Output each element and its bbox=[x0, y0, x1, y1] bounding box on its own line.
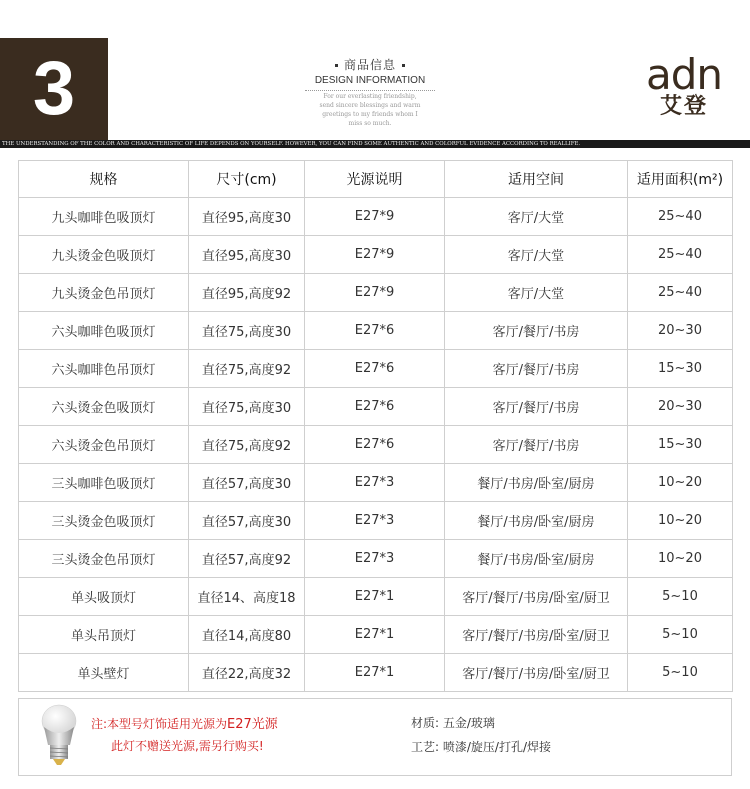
table-cell: 10~20 bbox=[628, 540, 733, 578]
table-cell: 直径14,高度80 bbox=[189, 616, 305, 654]
table-cell: 直径95,高度92 bbox=[189, 274, 305, 312]
column-header: 适用空间 bbox=[445, 161, 628, 198]
table-cell: E27*6 bbox=[305, 388, 445, 426]
table-row bbox=[19, 616, 733, 654]
table-cell: 餐厅/书房/卧室/厨房 bbox=[445, 540, 628, 578]
table-cell: 单头吸顶灯 bbox=[19, 578, 189, 616]
dotted-divider bbox=[305, 90, 435, 91]
table-cell: 客厅/餐厅/书房 bbox=[445, 388, 628, 426]
table-cell: E27*3 bbox=[305, 502, 445, 540]
table-row bbox=[19, 388, 733, 426]
table-cell: 客厅/大堂 bbox=[445, 198, 628, 236]
note-prefix: 注:本型号灯饰适用光源为 bbox=[91, 717, 228, 731]
table-cell: 5~10 bbox=[628, 616, 733, 654]
table-row bbox=[19, 198, 733, 236]
light-source-note bbox=[91, 713, 278, 732]
table-cell: 九头烫金色吊顶灯 bbox=[19, 274, 189, 312]
material-specs bbox=[411, 711, 551, 759]
table-row bbox=[19, 654, 733, 692]
table-cell: 直径14、高度18 bbox=[189, 578, 305, 616]
table-cell: 单头吊顶灯 bbox=[19, 616, 189, 654]
info-title-cn bbox=[300, 56, 440, 73]
table-cell: 10~20 bbox=[628, 464, 733, 502]
column-header: 适用面积(m²) bbox=[628, 161, 733, 198]
light-bulb-icon bbox=[39, 703, 79, 773]
poem-line: send sincere blessings and warm bbox=[319, 102, 421, 109]
table-cell: E27*9 bbox=[305, 198, 445, 236]
table-cell: 直径95,高度30 bbox=[189, 236, 305, 274]
table-cell: 餐厅/书房/卧室/厨房 bbox=[445, 502, 628, 540]
no-bulb-note: 此灯不赠送光源,需另行购买! bbox=[111, 739, 264, 753]
table-cell: 15~30 bbox=[628, 426, 733, 464]
table-row bbox=[19, 350, 733, 388]
logo-en: adn bbox=[645, 50, 723, 99]
table-cell: 六头咖啡色吸顶灯 bbox=[19, 312, 189, 350]
table-cell: 直径75,高度30 bbox=[189, 312, 305, 350]
table-cell: E27*3 bbox=[305, 464, 445, 502]
table-cell: 六头咖啡色吊顶灯 bbox=[19, 350, 189, 388]
table-cell: 直径57,高度30 bbox=[189, 464, 305, 502]
table-cell: 直径57,高度30 bbox=[189, 502, 305, 540]
logo-cn: 艾登 bbox=[659, 94, 708, 119]
table-cell: E27*6 bbox=[305, 312, 445, 350]
square-bullet-icon bbox=[402, 64, 405, 67]
table-cell: E27*6 bbox=[305, 350, 445, 388]
table-cell: 25~40 bbox=[628, 198, 733, 236]
table-cell: 直径95,高度30 bbox=[189, 198, 305, 236]
table-row bbox=[19, 578, 733, 616]
table-row bbox=[19, 540, 733, 578]
table-row bbox=[19, 312, 733, 350]
table-cell: 20~30 bbox=[628, 388, 733, 426]
header bbox=[0, 0, 750, 140]
table-row bbox=[19, 502, 733, 540]
table-cell: 三头烫金色吸顶灯 bbox=[19, 502, 189, 540]
table-cell: 三头咖啡色吸顶灯 bbox=[19, 464, 189, 502]
poem-line: greetings to my friends whom I bbox=[322, 111, 418, 118]
table-cell: E27*9 bbox=[305, 274, 445, 312]
table-cell: E27*1 bbox=[305, 654, 445, 692]
table-cell: E27*1 bbox=[305, 578, 445, 616]
note-highlight: E27光源 bbox=[227, 717, 278, 732]
table-cell: 客厅/餐厅/书房 bbox=[445, 426, 628, 464]
poem-line: For our everlasting friendship, bbox=[323, 93, 417, 100]
poem-text bbox=[318, 92, 422, 128]
craft-text: 工艺: 喷漆/旋压/打孔/焊接 bbox=[411, 740, 551, 754]
table-cell: 九头咖啡色吸顶灯 bbox=[19, 198, 189, 236]
table-cell: 5~10 bbox=[628, 654, 733, 692]
brand-logo bbox=[628, 50, 740, 120]
table-cell: 10~20 bbox=[628, 502, 733, 540]
info-title-en: DESIGN INFORMATION bbox=[314, 75, 426, 86]
column-header: 光源说明 bbox=[305, 161, 445, 198]
section-number: 3 bbox=[0, 38, 108, 140]
slogan-ribbon: THE UNDERSTANDING OF THE COLOR AND CHARACTERISTIC OF LIFE DEPENDS ON YOURSELF. HOWEVER, YOU CAN FIND SOME AUTHENTIC AND COLORFUL EVIDENCE ACCORDING TO REALLIFE. bbox=[0, 140, 750, 148]
table-cell: E27*9 bbox=[305, 236, 445, 274]
table-cell: 客厅/餐厅/书房 bbox=[445, 312, 628, 350]
table-cell: 客厅/餐厅/书房/卧室/厨卫 bbox=[445, 616, 628, 654]
table-cell: 直径22,高度32 bbox=[189, 654, 305, 692]
table-cell: 直径57,高度92 bbox=[189, 540, 305, 578]
table-cell: 直径75,高度92 bbox=[189, 350, 305, 388]
table-cell: 客厅/餐厅/书房 bbox=[445, 350, 628, 388]
poem-line: miss so much. bbox=[348, 120, 392, 127]
table-cell: 直径75,高度92 bbox=[189, 426, 305, 464]
table-row bbox=[19, 236, 733, 274]
material-text: 材质: 五金/玻璃 bbox=[411, 716, 495, 730]
table-cell: 25~40 bbox=[628, 236, 733, 274]
table-cell: 六头烫金色吸顶灯 bbox=[19, 388, 189, 426]
table-row bbox=[19, 426, 733, 464]
table-cell: E27*3 bbox=[305, 540, 445, 578]
table-cell: E27*6 bbox=[305, 426, 445, 464]
column-header: 尺寸(cm) bbox=[189, 161, 305, 198]
table-cell: 客厅/大堂 bbox=[445, 274, 628, 312]
square-bullet-icon bbox=[335, 64, 338, 67]
table-cell: 单头壁灯 bbox=[19, 654, 189, 692]
table-cell: 20~30 bbox=[628, 312, 733, 350]
design-info bbox=[300, 56, 440, 91]
table-row bbox=[19, 274, 733, 312]
table-cell: 客厅/餐厅/书房/卧室/厨卫 bbox=[445, 578, 628, 616]
table-cell: 5~10 bbox=[628, 578, 733, 616]
table-header-row bbox=[19, 161, 733, 198]
info-title-text: 商品信息 bbox=[343, 58, 396, 72]
table-cell: 九头烫金色吸顶灯 bbox=[19, 236, 189, 274]
table-cell: 六头烫金色吊顶灯 bbox=[19, 426, 189, 464]
spec-table bbox=[18, 160, 733, 692]
table-cell: 餐厅/书房/卧室/厨房 bbox=[445, 464, 628, 502]
table-cell: 客厅/大堂 bbox=[445, 236, 628, 274]
table-cell: 25~40 bbox=[628, 274, 733, 312]
table-row bbox=[19, 464, 733, 502]
table-cell: E27*1 bbox=[305, 616, 445, 654]
table-cell: 客厅/餐厅/书房/卧室/厨卫 bbox=[445, 654, 628, 692]
table-cell: 三头烫金色吊顶灯 bbox=[19, 540, 189, 578]
table-cell: 直径75,高度30 bbox=[189, 388, 305, 426]
column-header: 规格 bbox=[19, 161, 189, 198]
footer-notes bbox=[18, 698, 732, 776]
table-cell: 15~30 bbox=[628, 350, 733, 388]
